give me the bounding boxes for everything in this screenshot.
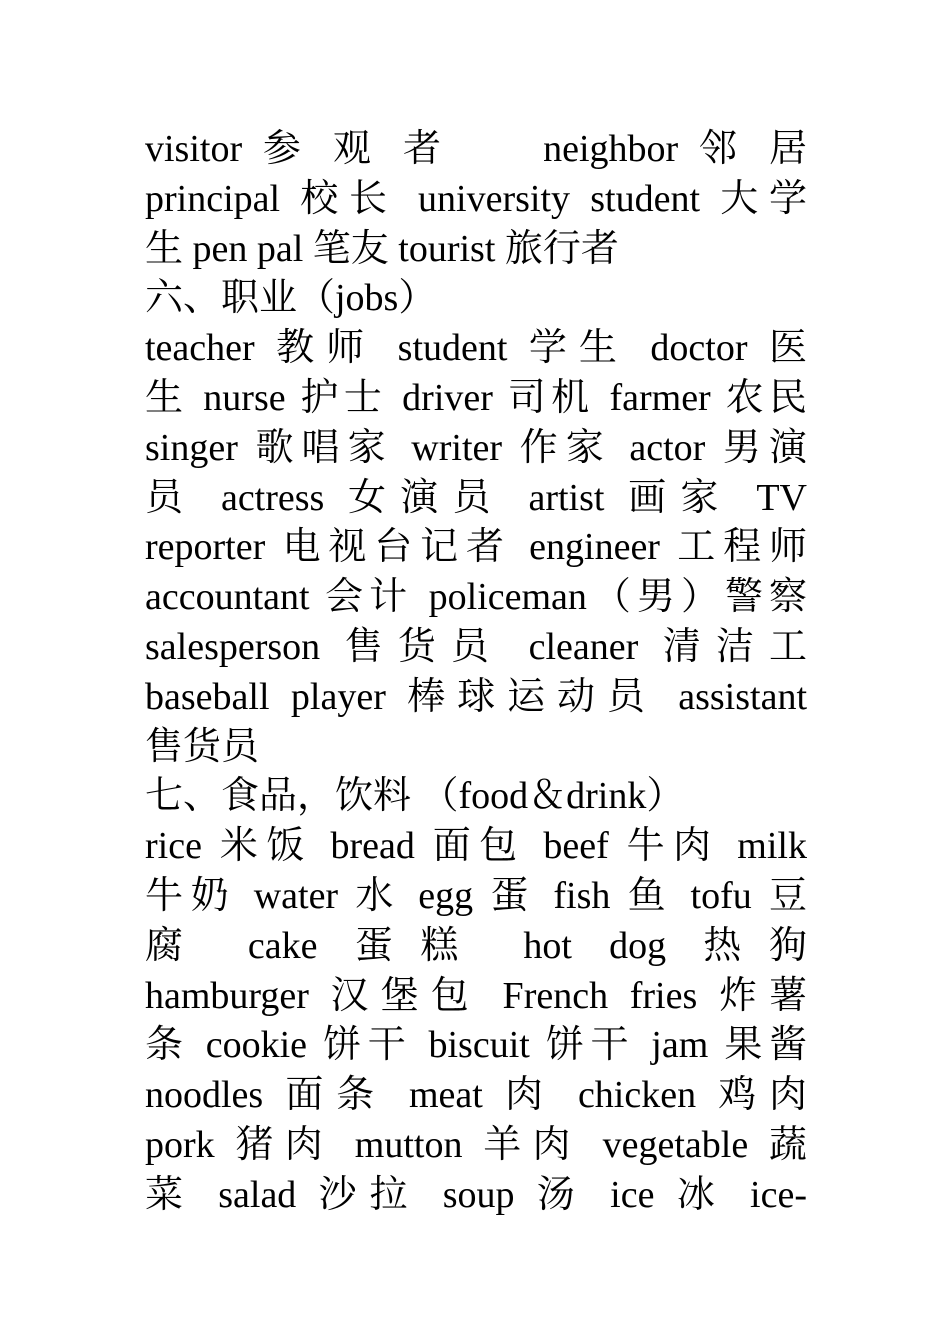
- text-line: 生 nurse 护士 driver 司机 farmer 农民: [145, 376, 807, 419]
- text-line: 条 cookie 饼干 biscuit 饼干 jam 果酱: [145, 1024, 807, 1067]
- text-line: salesperson 售货员 cleaner 清洁工: [145, 625, 807, 668]
- text-line: 员 actress 女演员 artist 画家 TV: [145, 476, 807, 519]
- text-line: 生 pen pal 笔友 tourist 旅行者: [145, 227, 619, 270]
- text-line: hamburger 汉堡包 French fries 炸薯: [145, 974, 807, 1017]
- text-line: teacher 教师 student 学生 doctor 医: [145, 327, 807, 370]
- text-line: reporter 电视台记者 engineer 工程师: [145, 526, 807, 569]
- text-line: 腐 cake 蛋糕 hot dog 热狗: [145, 924, 807, 967]
- text-line: principal 校长 university student 大学: [145, 177, 807, 220]
- vocabulary-text: [145, 125, 807, 1221]
- text-line: rice 米饭 bread 面包 beef 牛肉 milk: [145, 825, 807, 868]
- section-heading-food-drink: 七、食品，饮料 （food＆drink）: [145, 775, 685, 818]
- text-line: 菜 salad 沙拉 soup 汤 ice 冰 ice-: [145, 1173, 807, 1216]
- text-line: pork 猪肉 mutton 羊肉 vegetable 蔬: [145, 1123, 807, 1166]
- section-heading-jobs: 六、职业（jobs）: [145, 277, 437, 320]
- text-line: noodles 面条 meat 肉 chicken 鸡肉: [145, 1074, 807, 1117]
- text-line: 牛奶 water 水 egg 蛋 fish 鱼 tofu 豆: [145, 874, 807, 917]
- text-line: singer 歌唱家 writer 作家 actor 男演: [145, 426, 807, 469]
- text-line: baseball player 棒球运动员 assistant: [145, 675, 807, 718]
- text-line: visitor 参 观 者 neighbor 邻 居: [145, 128, 807, 170]
- text-line: accountant 会计 policeman（男）警察: [145, 576, 807, 619]
- text-line: 售货员: [145, 725, 260, 768]
